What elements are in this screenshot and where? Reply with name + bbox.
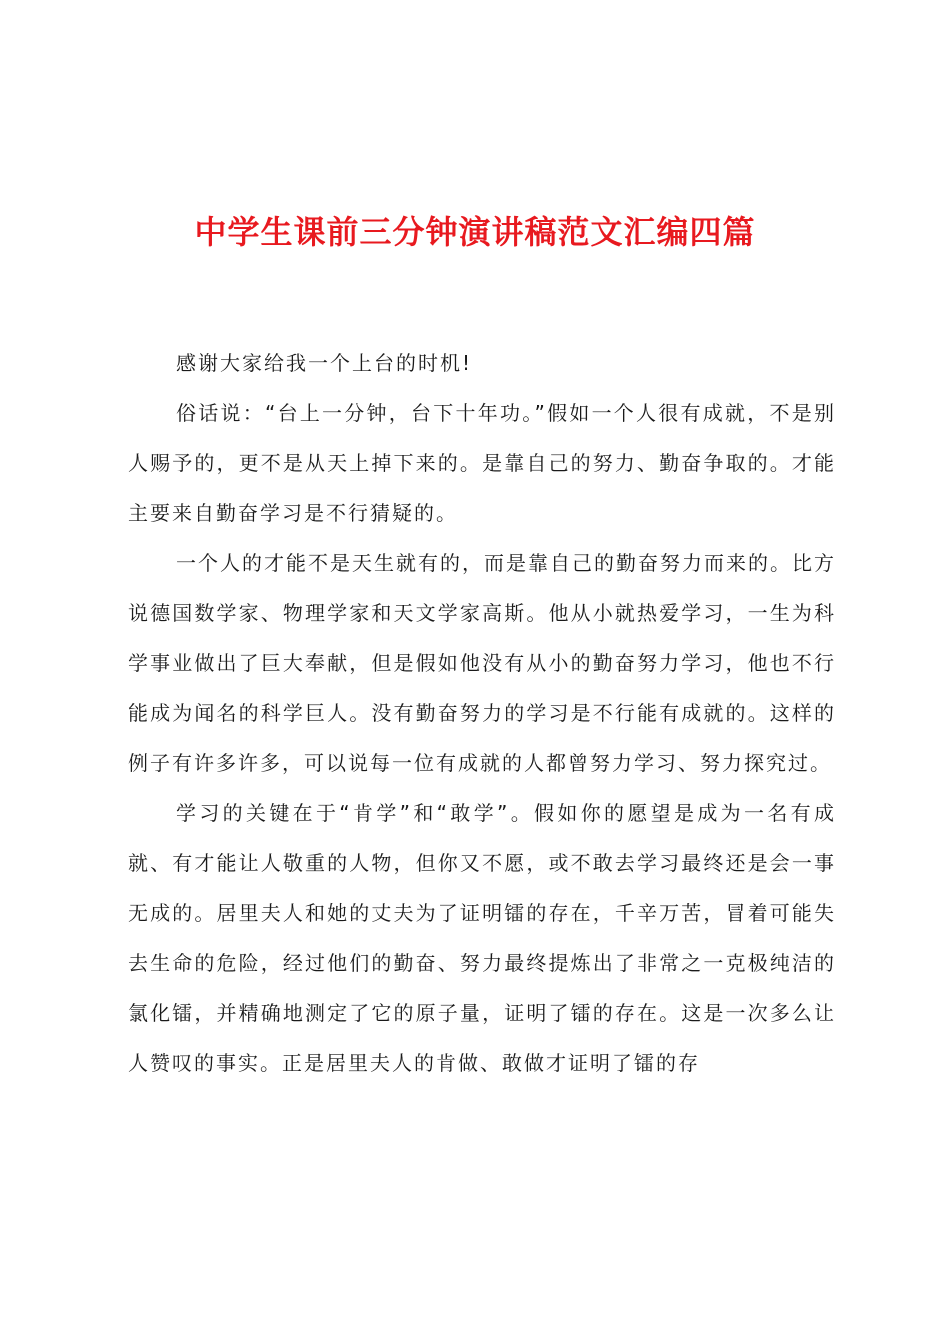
paragraph: 一个人的才能不是天生就有的，而是靠自己的勤奋努力而来的。比方说德国数学家、物理学家和天文学家高斯。他从小就热爱学习，一生为科学事业做出了巨大奉献，但是假如他没有从小的勤奋努力学习，他也不行能成为闻名的科学巨人。没有勤奋努力的学习是不行能有成就的。这样的例子有许多许多，可以说每一位有成就的人都曾努力学习、努力探究过。 (128, 551, 836, 775)
paragraph: 感谢大家给我一个上台的时机! (176, 351, 473, 375)
paragraph: 俗话说：“台上一分钟，台下十年功。”假如一个人很有成就，不是别人赐予的，更不是从天上掉下来的。是靠自己的努力、勤奋争取的。才能主要来自勤奋学习是不行猜疑的。 (128, 401, 836, 525)
document-title: 中学生课前三分钟演讲稿范文汇编四篇 (194, 213, 756, 251)
document-body (128, 338, 836, 1088)
paragraph: 学习的关键在于“肯学”和“敢学”。假如你的愿望是成为一名有成就、有才能让人敬重的人物，但你又不愿，或不敢去学习最终还是会一事无成的。居里夫人和她的丈夫为了证明镭的存在，千辛万苦，冒着可能失去生命的危险，经过他们的勤奋、努力最终提炼出了非常之一克极纯洁的氯化镭，并精确地测定了它的原子量，证明了镭的存在。这是一次多么让人赞叹的事实。正是居里夫人的肯做、敢做才证明了镭的存 (128, 801, 836, 1075)
